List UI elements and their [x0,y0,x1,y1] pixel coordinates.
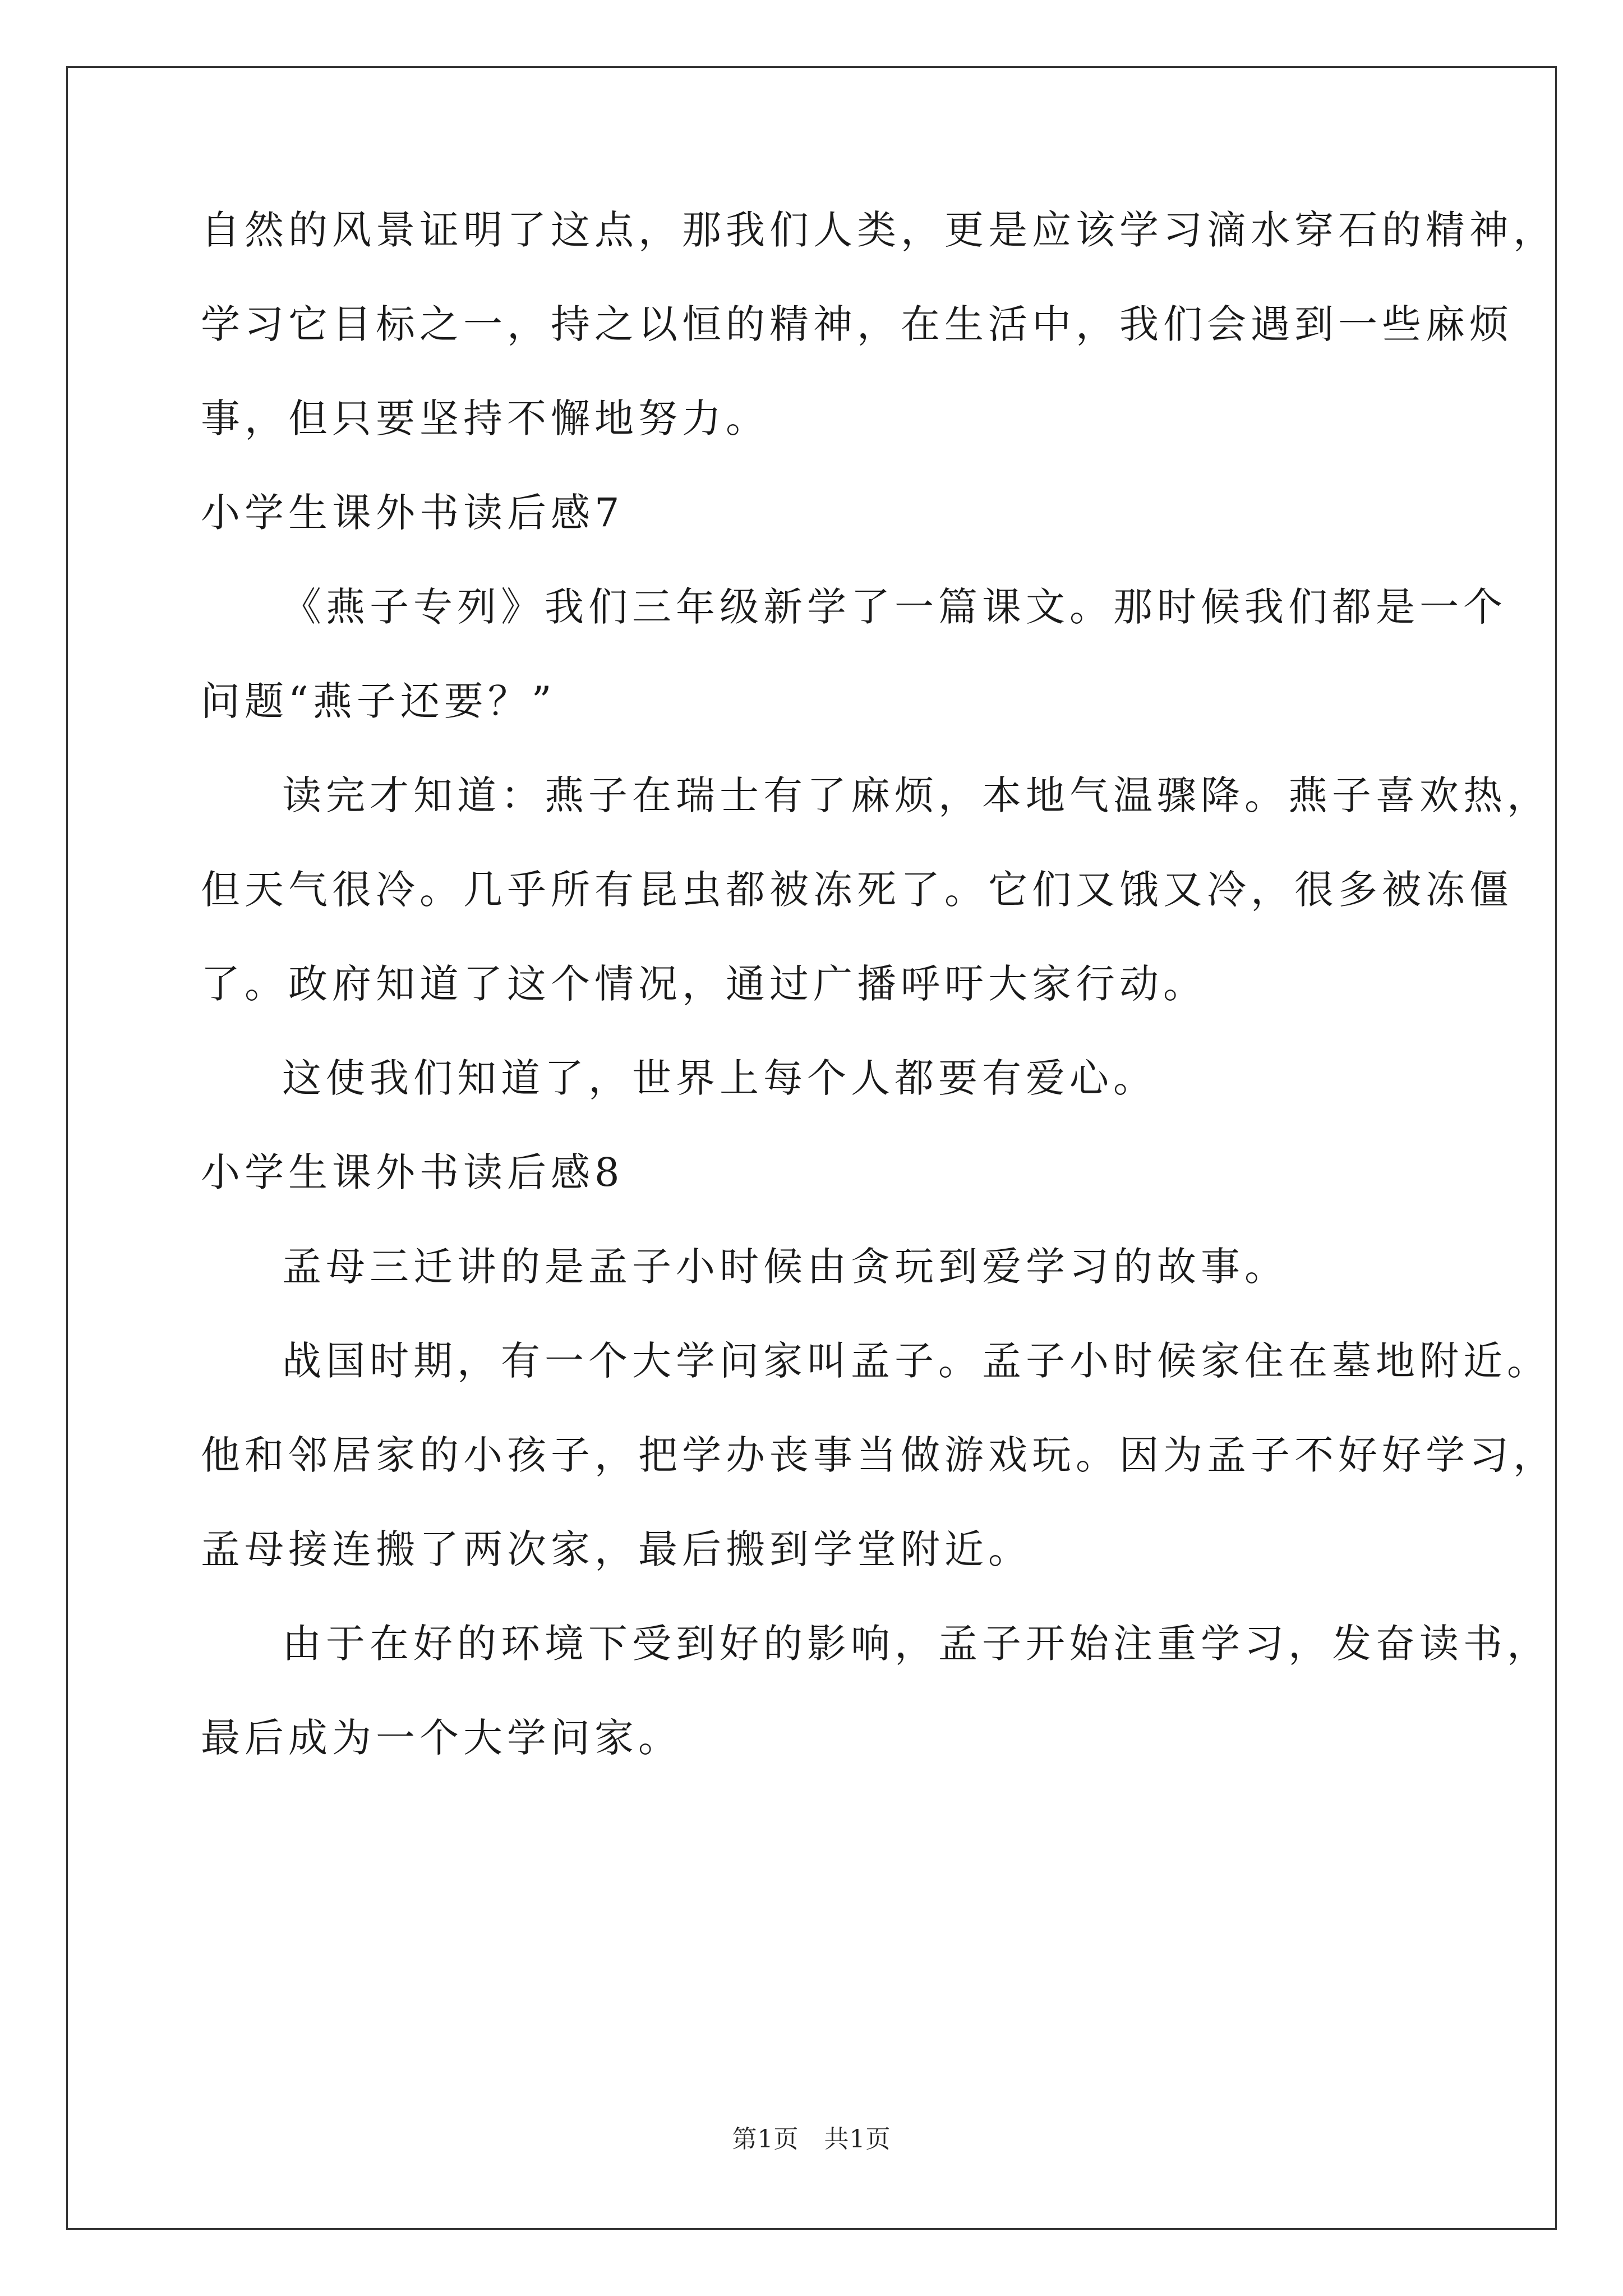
text-line-1: 自然的风景证明了这点，那我们人类，更是应该学习滴水穿石的精神， [201,207,1557,253]
text-line-5: 《燕子专列》我们三年级新学了一篇课文。那时候我们都是一个 [282,584,1507,630]
text-line-9: 了。政府知道了这个情况，通过广播呼吁大家行动。 [201,961,1207,1007]
page-number-footer: 第1页 共1页 [732,2125,891,2154]
text-line-17: 最后成为一个大学问家。 [201,1715,682,1761]
text-line-3: 事，但只要坚持不懈地努力。 [201,395,769,441]
section-heading-8: 小学生课外书读后感8 [201,1149,624,1195]
text-line-12: 孟母三迁讲的是孟子小时候由贪玩到爱学习的故事。 [282,1244,1288,1290]
text-line-13: 战国时期，有一个大学问家叫孟子。孟子小时候家住在墓地附近。 [282,1338,1551,1384]
text-line-8: 但天气很冷。几乎所有昆虫都被冻死了。它们又饿又冷，很多被冻僵 [201,867,1513,913]
text-line-15: 孟母接连搬了两次家，最后搬到学堂附近。 [201,1526,1032,1572]
text-line-7: 读完才知道：燕子在瑞士有了麻烦，本地气温骤降。燕子喜欢热， [282,772,1551,818]
text-line-6: 问题“燕子还要？” [201,678,556,724]
section-heading-7: 小学生课外书读后感7 [201,490,624,536]
text-line-16: 由于在好的环境下受到好的影响，孟子开始注重学习，发奋读书， [282,1621,1551,1667]
document-body [201,207,1557,1812]
text-line-14: 他和邻居家的小孩子，把学办丧事当做游戏玩。因为孟子不好好学习， [201,1432,1557,1478]
text-line-2: 学习它目标之一，持之以恒的精神，在生活中，我们会遇到一些麻烦 [201,301,1513,347]
text-line-10: 这使我们知道了，世界上每个人都要有爱心。 [282,1055,1157,1101]
